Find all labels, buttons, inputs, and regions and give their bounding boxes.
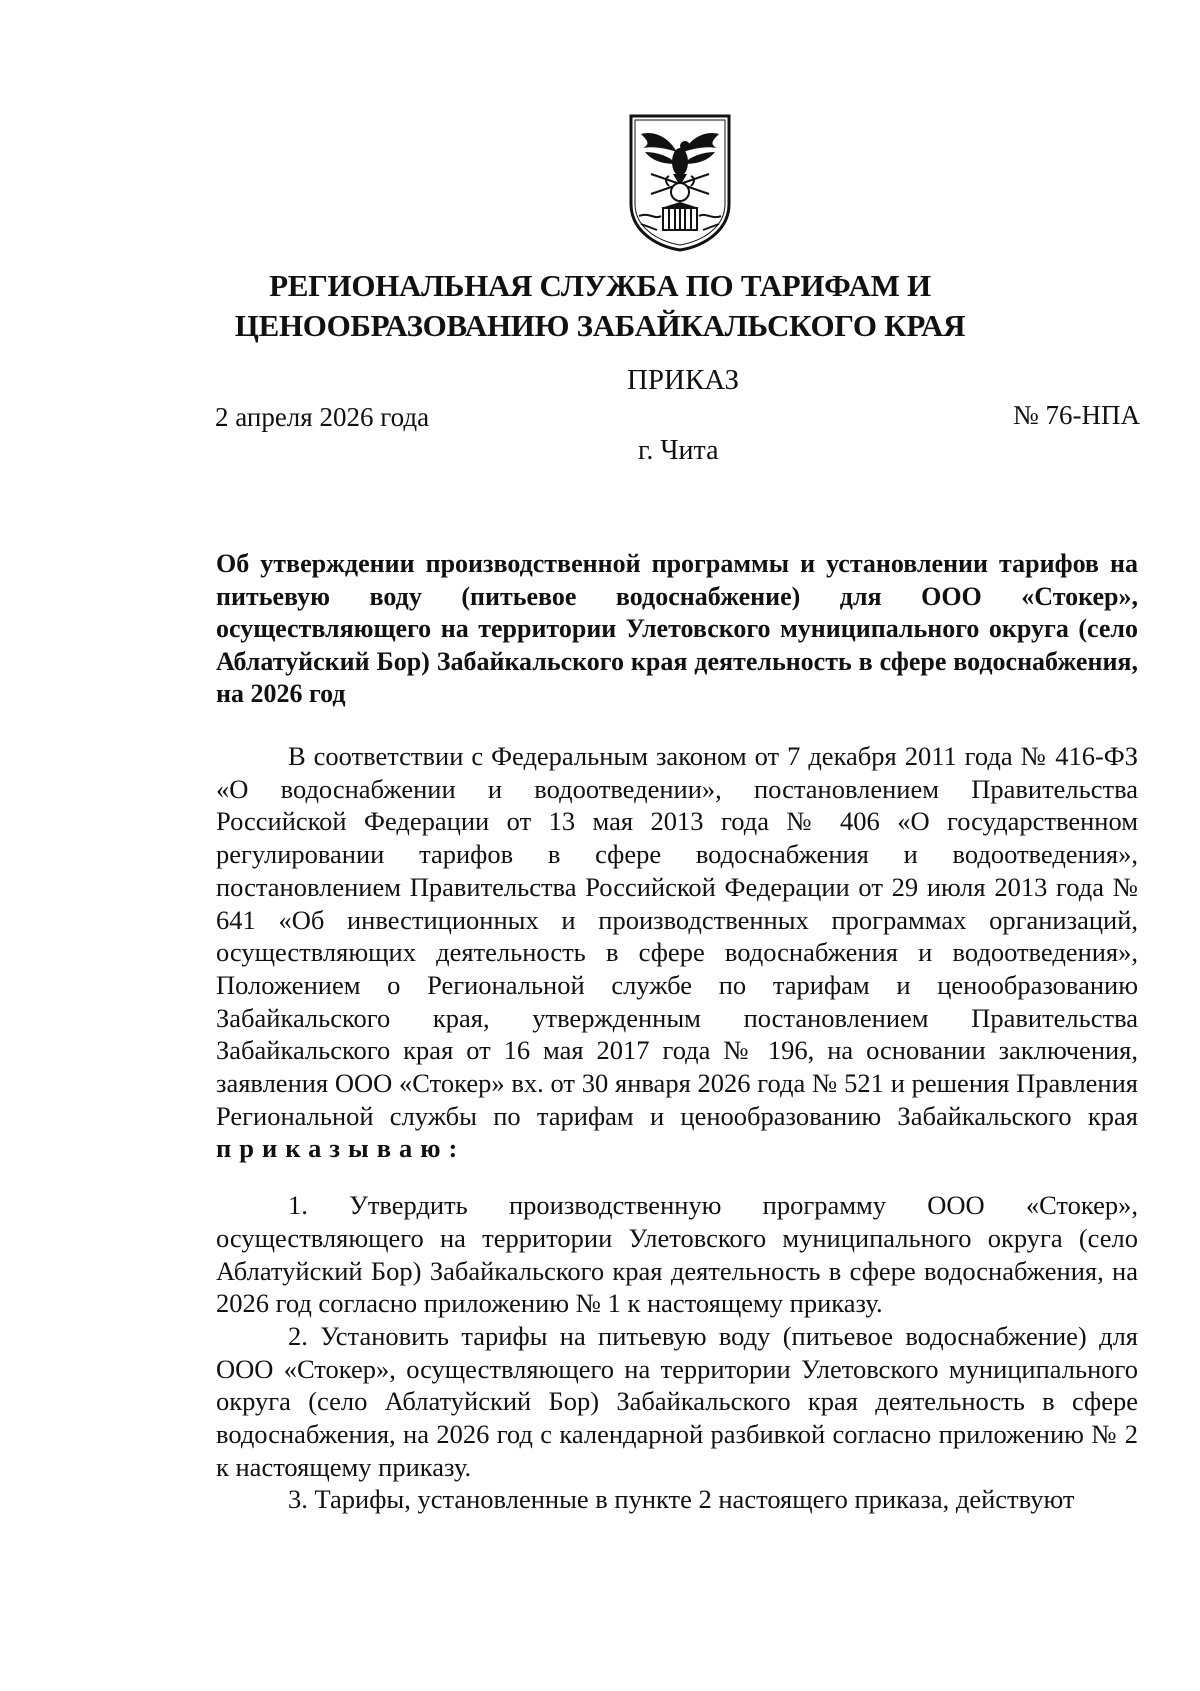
order-item-2: 2. Установить тарифы на питьевую воду (питьевое водоснабжение) для ООО «Стокер», осуществляющего на территории Улетовского муниципального округа (село Аблатуйский Бор) Забайкальского края деятельность в сфере водоснабжения, на 2026 год с календарной разбивкой согласно приложению № 2 к настоящему приказу. (216, 1320, 1138, 1482)
order-item-1: 1. Утвердить производственную программу ООО «Стокер», осуществляющего на территории Улетовского муниципального округа (село Аблатуйский Бор) Забайкальского края деятельность в сфере водоснабжения, на 2026 год согласно приложению № 1 к настоящему приказу. (216, 1190, 1138, 1319)
document-subject: Об утверждении производственной программы и установлении тарифов на питьевую воду (питьевое водоснабжение) для ООО «Стокер», осуществляющего на территории Улетовского муниципального округа (село Аблатуйский Бор) Забайкальского края деятельность в сфере водоснабжения, на 2026 год (216, 549, 1138, 709)
preamble-text: В соответствии с Федеральным законом от 7 декабря 2011 года № 416-ФЗ «О водоснабжении и водоотведении», постановлением Правительства Российской Федерации от 13 мая 2013 года № 406 «О государственном регулировании тарифов в сфере водоснабжения и водоотведения», постановлением Правительства Российской Федерации от 29 июля 2013 года № 641 «Об инвестиционных и производственных программах организаций, осуществляющих деятельность в сфере водоснабжения и водоотведения», Положением о Региональной службе по тарифам и ценообразованию Забайкальского края, утвержденным постановлением Правительства Забайкальского края от 16 мая 2017 года № 196, на основании заключения, заявления ООО «Стокер» вх. от 30 января 2026 года № 521 и решения Правления Региональной службы по тарифам и ценообразованию Забайкальского края (216, 741, 1138, 1131)
document-body (216, 740, 1138, 1516)
coat-of-arms-icon (625, 112, 735, 252)
document-city: г. Чита (638, 435, 719, 466)
preamble-paragraph (216, 740, 1138, 1165)
order-word: приказываю: (216, 1133, 466, 1164)
organization-title (200, 266, 1000, 346)
document-number: № 76-НПА (1013, 400, 1140, 430)
document-type: ПРИКАЗ (626, 364, 740, 396)
order-item-3: 3. Тарифы, установленные в пункте 2 настоящего приказа, действуют (288, 1484, 1075, 1515)
organization-title-line-2: ЦЕНООБРАЗОВАНИЮ ЗАБАЙКАЛЬСКОГО КРАЯ (234, 308, 966, 343)
document-date: 2 апреля 2026 года (215, 402, 430, 432)
organization-title-line-1: РЕГИОНАЛЬНАЯ СЛУЖБА ПО ТАРИФАМ И (269, 268, 931, 303)
